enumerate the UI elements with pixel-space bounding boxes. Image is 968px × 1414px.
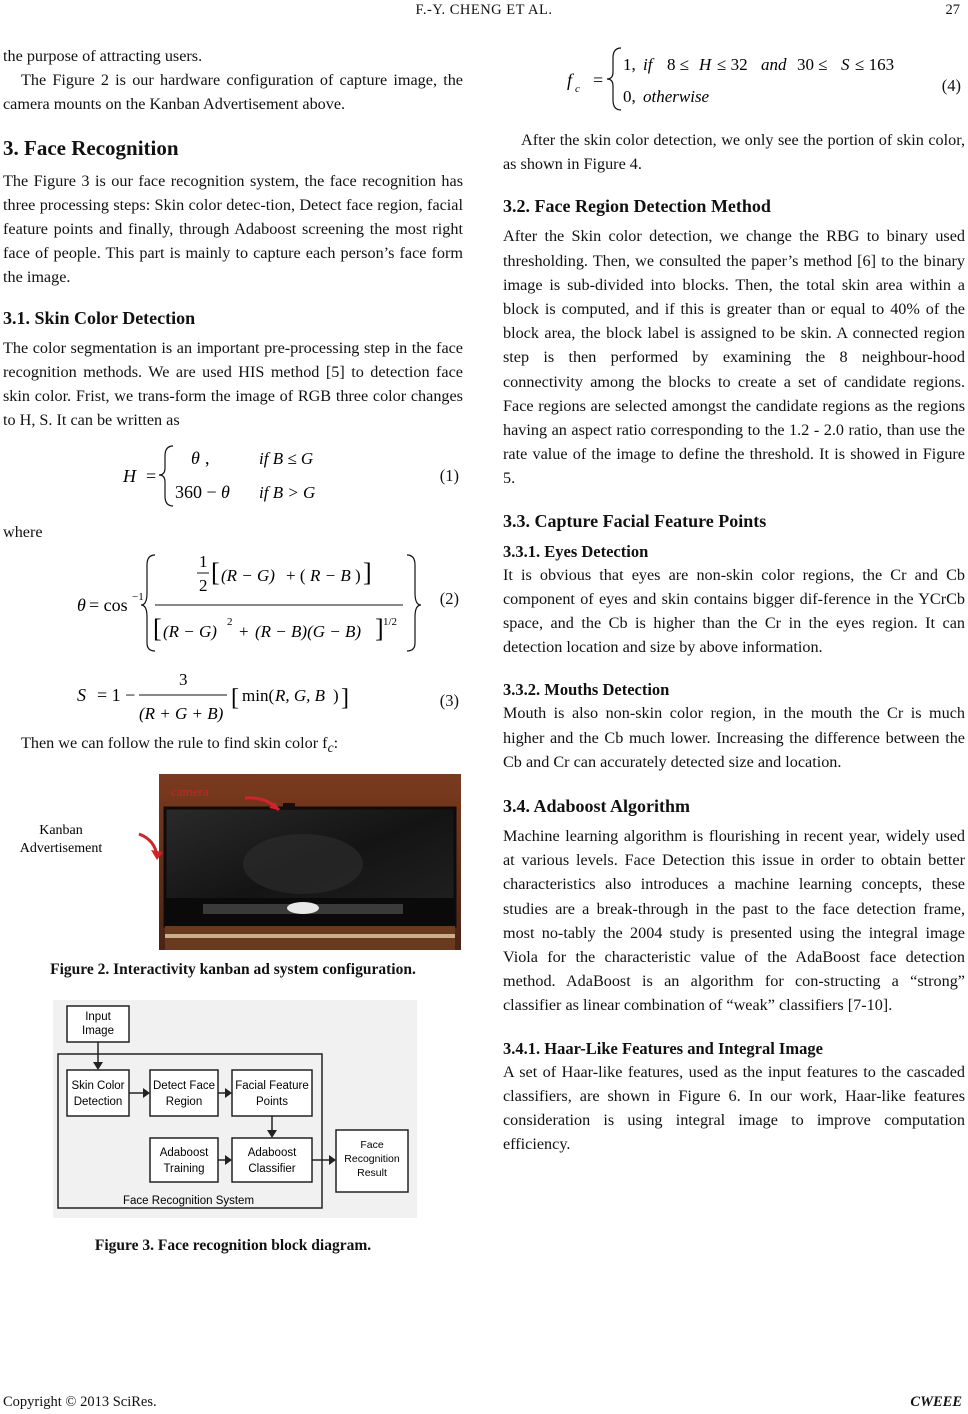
svg-text:1: 1 [199,551,208,571]
svg-text:30 ≤: 30 ≤ [797,55,828,74]
figure-3-caption: Figure 3. Face recognition block diagram. [94,1237,372,1255]
journal-name: CWEEE [910,1394,962,1410]
heading-face-region: 3.2. Face Region Detection Method [503,196,771,217]
svg-text:θ: θ [191,448,200,469]
running-header [0,0,968,24]
svg-text:H: H [699,55,712,74]
equation-2-graphic [3,545,443,655]
kanban-label-line2: Advertisement [19,841,103,857]
figure-2-caption: Figure 2. Interactivity kanban ad system configuration. [50,961,416,979]
svg-text:0,: 0, [623,87,636,106]
svg-text:360 −: 360 − [175,482,217,503]
paragraph-figure-2: The Figure 2 is our hardware configuration of capture image, the camera mounts on the Kanban Advertisement above. [3,71,463,114]
where-label: where [3,523,43,542]
svg-text:R, G, B: R, G, B [275,685,326,705]
svg-text:=: = [593,70,604,90]
equation-1-graphic [3,438,443,512]
svg-text:(R + G + B): (R + G + B) [139,703,224,723]
figure-3 [3,1000,463,1228]
system-label: Face Recognition System [123,1195,255,1208]
feature-box-line1: Facial Feature [235,1080,309,1093]
camera-label: camera [171,784,209,800]
paragraph-mouths: Mouth is also non-skin color region, in the mouth the Cr is much higher and the Cb much lower. Increasing the difference between the Cb and Cr can accurately detected size and location. [503,704,965,771]
heading-face-recognition: 3. Face Recognition [3,135,179,160]
heading-mouths: 3.3.2. Mouths Detection [503,680,670,700]
equation-4-graphic [503,40,943,116]
svg-text:if B ≤ G: if B ≤ G [259,449,314,469]
svg-text:and: and [761,55,787,74]
paragraph-eyes: It is obvious that eyes are non-skin color regions, the Cr and Cb component of eyes and skin contains bigger dif-ference in the YCrCb space, and the Cb is higher than the Cr in the eyes region. It can detection location and size by above information. [503,565,965,657]
svg-text:]: ] [375,613,384,643]
left-column [3,44,463,1256]
result-box-line2: Recognition [344,1153,400,1166]
svg-text:= cos: = cos [89,594,128,615]
svg-text:−1: −1 [132,590,144,603]
equation-3 [3,661,463,727]
input-box-line2: Image [82,1025,114,1038]
paragraph-face-region: After the Skin color detection, we change the RBG to binary used thresholding. Then, we consulted the paper’s method [6] to the binary image is sub-divided into blocks. Then, the total skin area within a block is computed, and if this is greater than or equal to 40% of the block area, the block label is assigned to be skin. A connected region step is then performed by examining the 8 neighbour-hood connectivity among the blocks to create a set of candidate regions. Face regions are selected amongst the candidate regions as the regions having an aspect ratio corresponding to the 1.2 - 2.0 ratio, than use the rate value of the image to define the threshold. It is showed in Figure 5. [503,227,965,488]
svg-text:min(: min( [242,685,275,705]
svg-text:+ (: + ( [286,565,306,585]
svg-text:2: 2 [199,575,208,595]
svg-text:=: = [146,466,157,487]
svg-text:(R − G): (R − G) [221,565,275,585]
paragraph-intro-end: the purpose of attracting users. [3,47,203,65]
train-box-line2: Training [163,1163,205,1176]
detect-box-line1: Detect Face [153,1080,215,1093]
svg-text:f: f [567,70,573,90]
skin-rule-subscript: c [327,739,334,755]
svg-text:]: ] [341,684,349,711]
heading-capture-features: 3.3. Capture Facial Feature Points [503,510,767,531]
result-box-line1: Face [360,1139,384,1152]
train-box-line1: Adaboost [159,1147,209,1160]
skin-rule-text: Then we can follow the rule to find skin color f [21,733,328,752]
svg-text:= 1 −: = 1 − [97,684,136,705]
equation-1 [3,438,463,512]
classifier-box-line1: Adaboost [247,1147,297,1160]
equation-4-number: (4) [941,76,961,95]
result-box-line3: Result [357,1167,387,1180]
svg-text:2: 2 [227,615,233,628]
svg-text:≤ 32: ≤ 32 [717,55,748,74]
running-title: F.-Y. CHENG ET AL. [415,2,553,18]
svg-text:c: c [575,83,580,95]
heading-adaboost: 3.4. Adaboost Algorithm [503,796,691,817]
svg-text:θ: θ [77,594,86,615]
paragraph-face-recognition: The Figure 3 is our face recognition system, the face recognition has three processing steps: Skin color detec-tion, Detect face region, facial feature points and finally, through Adaboost screening the most right face of people. This part is mainly to capture each person’s face form the image. [3,171,463,287]
paragraph-haar: A set of Haar-like features, used as the input features to the cascaded classifiers, are shown in Figure 6. In our work, Haar-like features consideration is using integral image to improve computation efficiency. [503,1062,965,1154]
paragraph-skin-rule [3,731,463,760]
paragraph-skin-color: The color segmentation is an important pre-processing step in the face recognition methods. We are used HIS method [5] to detection face skin color. Frist, we trans-form the image of RGB three color changes to H, S. It can be written as [3,338,463,430]
right-column [503,40,965,1157]
equation-2-number: (2) [439,588,459,608]
paragraph-after-skin: After the skin color detection, we only see the portion of skin color, as shown in Figure 4. [503,131,965,174]
svg-text:S: S [77,684,86,705]
paragraph-adaboost: Machine learning algorithm is flourishing in recent year, widely used at various levels. Face Detection this issue in order to obtain better characteristics also introduces a machine learning concepts, these studies are a break-through in the past to the face detection frame, most no-tably the 2004 study is presented using the integral image Viola for the characteristic value of the AdaBoost face detection method. AdaBoost is an algorithm for con-structing a “strong” classifier as linear combination of “weak” classifiers [7-10]. [503,827,965,1015]
svg-text:]: ] [363,557,372,587]
svg-text:[: [ [211,557,220,587]
svg-text:1,: 1, [623,55,636,74]
svg-text:): ) [355,565,361,585]
svg-text:[: [ [153,613,162,643]
svg-text:≤ 163: ≤ 163 [855,55,895,74]
svg-text:+: + [239,621,249,641]
copyright: Copyright © 2013 SciRes. [3,1394,157,1410]
detect-box-line2: Region [165,1096,203,1109]
skin-box-line2: Detection [73,1096,123,1109]
equation-3-number: (3) [439,690,459,710]
svg-text:S: S [841,55,850,74]
figure-3-diagram [3,1000,463,1228]
svg-text:R − B: R − B [310,565,351,585]
skin-box-line1: Skin Color [71,1080,125,1093]
figure-2 [3,774,463,964]
skin-rule-colon: : [333,733,339,752]
feature-box-line2: Points [256,1096,288,1109]
svg-text:[: [ [231,684,239,711]
svg-text:3: 3 [179,669,188,689]
figure-2-photo [3,774,463,952]
page-number: 27 [945,2,960,18]
svg-text:θ: θ [221,482,230,503]
input-box-line1: Input [85,1011,111,1024]
svg-text:H: H [123,466,136,487]
equation-2 [3,545,463,655]
svg-text:8 ≤: 8 ≤ [667,55,690,74]
kanban-label-line1: Kanban [39,823,83,839]
svg-text:): ) [333,685,339,705]
heading-skin-color: 3.1. Skin Color Detection [3,307,196,328]
svg-text:(R − G): (R − G) [163,621,217,641]
svg-text:,: , [205,448,210,469]
svg-text:(R − B)(G − B): (R − B)(G − B) [255,621,362,641]
equation-4 [503,40,965,116]
svg-text:if: if [643,55,653,74]
heading-haar: 3.4.1. Haar-Like Features and Integral Image [503,1038,823,1058]
heading-eyes: 3.3.1. Eyes Detection [503,541,649,561]
svg-text:1/2: 1/2 [383,615,398,628]
svg-text:if B > G: if B > G [259,483,316,503]
equation-1-number: (1) [439,466,459,486]
classifier-box-line2: Classifier [248,1163,296,1176]
equation-3-graphic [3,661,443,727]
svg-text:otherwise: otherwise [643,87,710,106]
